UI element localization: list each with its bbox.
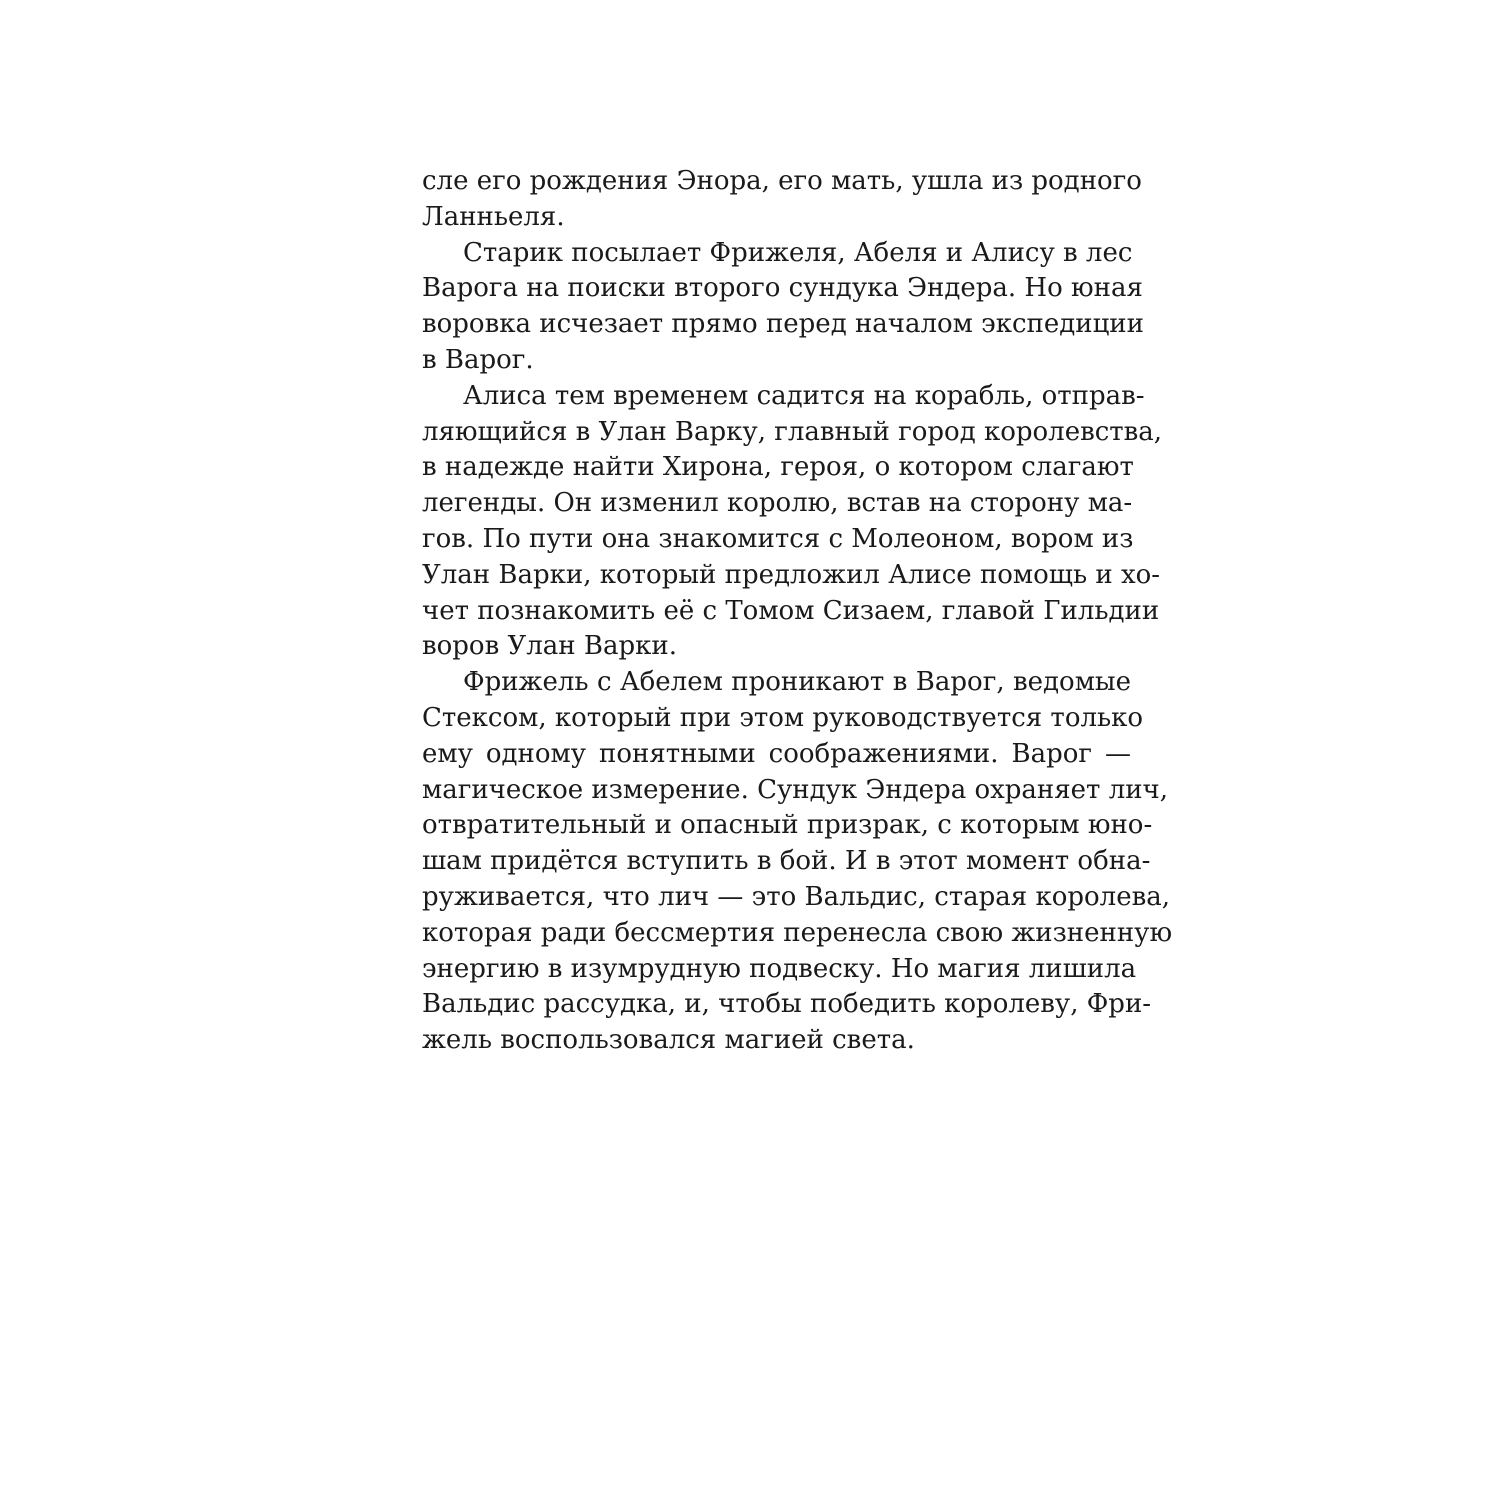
text-line: легенды. Он изменил королю, встав на сторону ма- (422, 488, 1133, 519)
text-line: сле его рождения Энора, его мать, ушла из родного (422, 166, 1142, 196)
text-line: которая ради бессмертия перенесла свою жизненную (422, 917, 1173, 948)
paragraph (422, 379, 1163, 665)
text-line: энергию в изумрудную подвеску. Но магия лишила (422, 953, 1137, 984)
text-line: ему одному понятными соображениями. Варог — (422, 738, 1131, 769)
text-line: в Варог. (422, 344, 534, 375)
text-line: Ланньеля. (422, 201, 565, 232)
text-line: чет познакомить её с Томом Сизаем, главой Гильдии (422, 595, 1160, 626)
text-line: жель воспользовался магией света. (422, 1025, 915, 1056)
text-line: воровка исчезает прямо перед началом экспедиции (422, 309, 1144, 340)
text-line: в надежде найти Хирона, героя, о котором слагают (422, 452, 1134, 483)
text-line: Варога на поиски второго сундука Эндера. Но юная (422, 273, 1143, 304)
paragraph (422, 164, 1142, 236)
paragraph (422, 236, 1144, 379)
text-line: воров Улан Варки. (422, 631, 677, 662)
text-line: Старик посылает Фрижеля, Абеля и Алису в лес (463, 237, 1133, 268)
text-line: Фрижель с Абелем проникают в Варог, ведомые (463, 667, 1131, 698)
text-line: руживается, что лич — это Вальдис, старая королева, (422, 881, 1170, 912)
text-line: магическое измерение. Сундук Эндера охраняет лич, (422, 774, 1168, 805)
text-line: ляющийся в Улан Варку, главный город королевства, (422, 416, 1163, 447)
body-text (422, 164, 1173, 1059)
text-line: отвратительный и опасный призрак, с которым юно- (422, 810, 1153, 841)
text-line: Стексом, который при этом руководствуется только (422, 702, 1144, 733)
text-line: Вальдис рассудка, и, чтобы победить королеву, Фри- (422, 989, 1152, 1020)
text-line: Улан Варки, который предложил Алисе помощь и хо- (422, 559, 1161, 590)
text-line: шам придётся вступить в бой. И в этот момент обна- (422, 846, 1151, 877)
text-line: Алиса тем временем садится на корабль, отправ- (463, 380, 1145, 411)
paragraph (422, 665, 1173, 1059)
text-line: гов. По пути она знакомится с Молеоном, вором из (422, 523, 1134, 554)
